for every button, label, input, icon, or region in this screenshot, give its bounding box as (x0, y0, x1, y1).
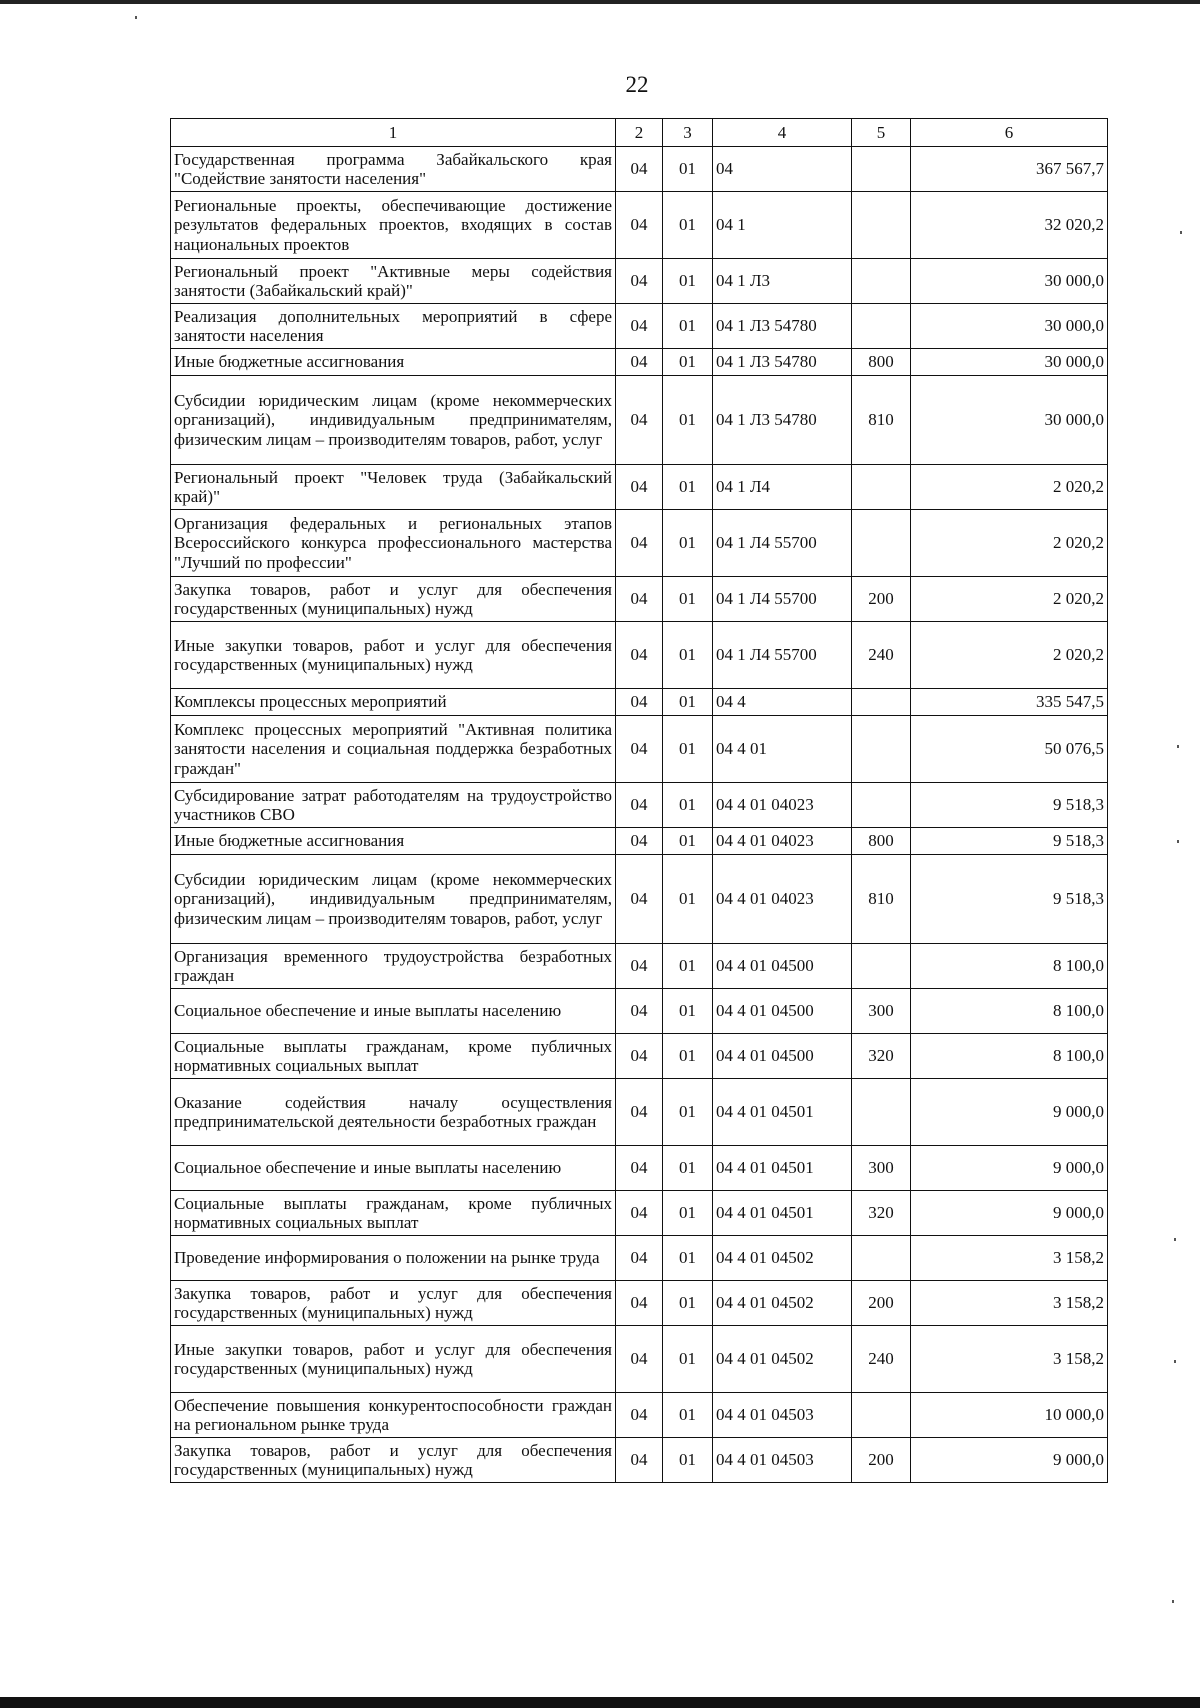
row-cell-c6: 30 000,0 (911, 304, 1108, 349)
row-cell-c3: 01 (663, 1146, 713, 1191)
row-cell-c5 (852, 944, 911, 989)
row-cell-c4: 04 4 (713, 689, 852, 716)
row-name-cell: Обеспечение повышения конкурентоспособности граждан на региональном рынке труда (171, 1393, 616, 1438)
row-cell-c6: 3 158,2 (911, 1326, 1108, 1393)
row-cell-c4: 04 4 01 04500 (713, 1034, 852, 1079)
row-name-cell: Региональные проекты, обеспечивающие достижение результатов федеральных проектов, входящих в состав национальных проектов (171, 192, 616, 259)
row-cell-c2: 04 (616, 259, 663, 304)
table-row (171, 510, 1108, 577)
scan-bottom-edge (0, 1697, 1200, 1708)
row-name-cell: Комплекс процессных мероприятий "Активная политика занятости населения и социальная поддержка безработных граждан" (171, 716, 616, 783)
row-cell-c3: 01 (663, 1281, 713, 1326)
table-row (171, 944, 1108, 989)
row-name-cell: Закупка товаров, работ и услуг для обеспечения государственных (муниципальных) нужд (171, 1438, 616, 1483)
row-cell-c2: 04 (616, 1079, 663, 1146)
row-cell-c4: 04 1 (713, 192, 852, 259)
row-cell-c3: 01 (663, 1034, 713, 1079)
row-cell-c4: 04 4 01 04503 (713, 1393, 852, 1438)
row-name-cell: Иные бюджетные ассигнования (171, 828, 616, 855)
row-cell-c5 (852, 259, 911, 304)
row-cell-c4: 04 4 01 04502 (713, 1281, 852, 1326)
row-cell-c4: 04 1 Л4 55700 (713, 510, 852, 577)
row-cell-c6: 2 020,2 (911, 577, 1108, 622)
row-name-cell: Субсидии юридическим лицам (кроме некоммерческих организаций), индивидуальным предпринимателям, физическим лицам – производителям товаров, работ, услуг (171, 855, 616, 944)
row-cell-c3: 01 (663, 1191, 713, 1236)
row-cell-c6: 2 020,2 (911, 465, 1108, 510)
row-name-cell: Иные бюджетные ассигнования (171, 349, 616, 376)
row-cell-c6: 10 000,0 (911, 1393, 1108, 1438)
row-cell-c2: 04 (616, 510, 663, 577)
row-cell-c5 (852, 465, 911, 510)
row-cell-c6: 3 158,2 (911, 1236, 1108, 1281)
row-cell-c6: 8 100,0 (911, 989, 1108, 1034)
row-cell-c5 (852, 304, 911, 349)
row-cell-c3: 01 (663, 1393, 713, 1438)
row-cell-c6: 30 000,0 (911, 259, 1108, 304)
row-cell-c4: 04 1 Л4 55700 (713, 577, 852, 622)
row-cell-c3: 01 (663, 783, 713, 828)
row-name-cell: Оказание содействия началу осуществления предпринимательской деятельности безработных граждан (171, 1079, 616, 1146)
row-cell-c6: 9 000,0 (911, 1191, 1108, 1236)
row-cell-c5: 810 (852, 855, 911, 944)
row-cell-c6: 335 547,5 (911, 689, 1108, 716)
row-cell-c4: 04 4 01 04023 (713, 855, 852, 944)
row-cell-c2: 04 (616, 622, 663, 689)
table-row (171, 1393, 1108, 1438)
table-row (171, 1281, 1108, 1326)
row-cell-c2: 04 (616, 1034, 663, 1079)
row-cell-c2: 04 (616, 1326, 663, 1393)
table-row (171, 855, 1108, 944)
table-row (171, 1326, 1108, 1393)
row-cell-c4: 04 4 01 04502 (713, 1236, 852, 1281)
row-cell-c3: 01 (663, 1236, 713, 1281)
table-row (171, 622, 1108, 689)
row-cell-c2: 04 (616, 1281, 663, 1326)
row-cell-c3: 01 (663, 716, 713, 783)
table-row (171, 304, 1108, 349)
row-cell-c3: 01 (663, 989, 713, 1034)
row-cell-c5 (852, 1236, 911, 1281)
row-name-cell: Организация федеральных и региональных этапов Всероссийского конкурса профессионального мастерства "Лучший по профессии" (171, 510, 616, 577)
row-cell-c2: 04 (616, 783, 663, 828)
row-cell-c2: 04 (616, 1438, 663, 1483)
row-cell-c2: 04 (616, 1146, 663, 1191)
row-cell-c2: 04 (616, 147, 663, 192)
row-cell-c5 (852, 192, 911, 259)
table-row (171, 1079, 1108, 1146)
row-cell-c3: 01 (663, 147, 713, 192)
row-cell-c5: 240 (852, 622, 911, 689)
row-cell-c3: 01 (663, 1438, 713, 1483)
table-row (171, 1034, 1108, 1079)
row-cell-c3: 01 (663, 577, 713, 622)
row-cell-c3: 01 (663, 349, 713, 376)
column-header: 5 (852, 119, 911, 147)
row-cell-c3: 01 (663, 259, 713, 304)
table-row (171, 577, 1108, 622)
row-cell-c3: 01 (663, 689, 713, 716)
row-cell-c5: 800 (852, 349, 911, 376)
table-row (171, 783, 1108, 828)
row-cell-c5 (852, 783, 911, 828)
row-cell-c5 (852, 689, 911, 716)
row-name-cell: Региональный проект "Человек труда (Забайкальский край)" (171, 465, 616, 510)
row-name-cell: Закупка товаров, работ и услуг для обеспечения государственных (муниципальных) нужд (171, 1281, 616, 1326)
table-row (171, 259, 1108, 304)
row-cell-c2: 04 (616, 989, 663, 1034)
row-cell-c6: 8 100,0 (911, 1034, 1108, 1079)
row-cell-c4: 04 4 01 04502 (713, 1326, 852, 1393)
row-cell-c3: 01 (663, 944, 713, 989)
row-cell-c6: 2 020,2 (911, 622, 1108, 689)
row-cell-c3: 01 (663, 828, 713, 855)
scan-top-edge (0, 0, 1200, 4)
row-cell-c5 (852, 510, 911, 577)
table-row (171, 828, 1108, 855)
row-cell-c4: 04 4 01 04023 (713, 828, 852, 855)
row-name-cell: Государственная программа Забайкальского края "Содействие занятости населения" (171, 147, 616, 192)
row-name-cell: Закупка товаров, работ и услуг для обеспечения государственных (муниципальных) нужд (171, 577, 616, 622)
row-cell-c4: 04 4 01 04500 (713, 944, 852, 989)
row-cell-c5: 320 (852, 1191, 911, 1236)
row-name-cell: Комплексы процессных мероприятий (171, 689, 616, 716)
row-cell-c2: 04 (616, 376, 663, 465)
scan-speck (1174, 1238, 1176, 1241)
table-row (171, 465, 1108, 510)
row-cell-c4: 04 1 Л4 (713, 465, 852, 510)
row-cell-c6: 2 020,2 (911, 510, 1108, 577)
column-header: 2 (616, 119, 663, 147)
row-cell-c4: 04 1 Л4 55700 (713, 622, 852, 689)
row-cell-c2: 04 (616, 828, 663, 855)
row-cell-c3: 01 (663, 376, 713, 465)
row-cell-c2: 04 (616, 1393, 663, 1438)
table-row (171, 716, 1108, 783)
row-cell-c6: 367 567,7 (911, 147, 1108, 192)
row-cell-c4: 04 1 Л3 54780 (713, 304, 852, 349)
row-cell-c4: 04 4 01 04500 (713, 989, 852, 1034)
row-cell-c6: 9 518,3 (911, 828, 1108, 855)
row-cell-c5 (852, 716, 911, 783)
row-cell-c2: 04 (616, 465, 663, 510)
row-cell-c6: 9 000,0 (911, 1146, 1108, 1191)
row-cell-c3: 01 (663, 465, 713, 510)
table-row (171, 1191, 1108, 1236)
row-cell-c5 (852, 1393, 911, 1438)
row-cell-c2: 04 (616, 855, 663, 944)
table-row (171, 147, 1108, 192)
row-cell-c3: 01 (663, 1326, 713, 1393)
row-cell-c5: 810 (852, 376, 911, 465)
row-cell-c3: 01 (663, 304, 713, 349)
row-cell-c4: 04 1 Л3 54780 (713, 376, 852, 465)
row-cell-c6: 9 000,0 (911, 1438, 1108, 1483)
row-cell-c3: 01 (663, 510, 713, 577)
table-row (171, 192, 1108, 259)
row-cell-c2: 04 (616, 716, 663, 783)
row-cell-c6: 3 158,2 (911, 1281, 1108, 1326)
row-cell-c5: 200 (852, 1281, 911, 1326)
scan-speck (1177, 840, 1179, 843)
scan-speck (135, 16, 137, 19)
row-cell-c2: 04 (616, 349, 663, 376)
table-row (171, 376, 1108, 465)
row-cell-c6: 32 020,2 (911, 192, 1108, 259)
row-cell-c5 (852, 147, 911, 192)
row-cell-c3: 01 (663, 855, 713, 944)
row-cell-c2: 04 (616, 304, 663, 349)
row-cell-c2: 04 (616, 577, 663, 622)
column-header: 3 (663, 119, 713, 147)
row-cell-c5: 300 (852, 989, 911, 1034)
row-name-cell: Региональный проект "Активные меры содействия занятости (Забайкальский край)" (171, 259, 616, 304)
row-cell-c6: 30 000,0 (911, 349, 1108, 376)
row-cell-c5: 200 (852, 1438, 911, 1483)
row-cell-c2: 04 (616, 1191, 663, 1236)
row-cell-c2: 04 (616, 944, 663, 989)
row-cell-c5: 300 (852, 1146, 911, 1191)
row-cell-c6: 9 518,3 (911, 855, 1108, 944)
row-cell-c2: 04 (616, 689, 663, 716)
row-cell-c5: 800 (852, 828, 911, 855)
budget-table (170, 118, 1108, 1483)
scan-speck (1180, 231, 1182, 234)
row-cell-c4: 04 4 01 04501 (713, 1191, 852, 1236)
column-header: 6 (911, 119, 1108, 147)
row-name-cell: Социальные выплаты гражданам, кроме публичных нормативных социальных выплат (171, 1034, 616, 1079)
row-name-cell: Иные закупки товаров, работ и услуг для обеспечения государственных (муниципальных) нужд (171, 1326, 616, 1393)
row-cell-c5: 320 (852, 1034, 911, 1079)
scan-speck (1172, 1600, 1174, 1603)
table-row (171, 1438, 1108, 1483)
row-name-cell: Социальное обеспечение и иные выплаты населению (171, 989, 616, 1034)
row-cell-c4: 04 4 01 04501 (713, 1079, 852, 1146)
row-cell-c6: 9 000,0 (911, 1079, 1108, 1146)
row-name-cell: Иные закупки товаров, работ и услуг для обеспечения государственных (муниципальных) нужд (171, 622, 616, 689)
scan-speck (1174, 1360, 1176, 1363)
row-cell-c4: 04 4 01 04503 (713, 1438, 852, 1483)
row-name-cell: Организация временного трудоустройства безработных граждан (171, 944, 616, 989)
row-cell-c6: 8 100,0 (911, 944, 1108, 989)
row-cell-c3: 01 (663, 1079, 713, 1146)
table-row (171, 1146, 1108, 1191)
row-cell-c4: 04 4 01 04023 (713, 783, 852, 828)
row-cell-c4: 04 1 Л3 (713, 259, 852, 304)
row-name-cell: Проведение информирования о положении на рынке труда (171, 1236, 616, 1281)
row-name-cell: Субсидии юридическим лицам (кроме некоммерческих организаций), индивидуальным предпринимателям, физическим лицам – производителям товаров, работ, услуг (171, 376, 616, 465)
row-cell-c5: 200 (852, 577, 911, 622)
row-cell-c6: 50 076,5 (911, 716, 1108, 783)
table-row (171, 989, 1108, 1034)
table-row (171, 689, 1108, 716)
page-number: 22 (625, 72, 649, 97)
table-row (171, 349, 1108, 376)
row-name-cell: Социальные выплаты гражданам, кроме публичных нормативных социальных выплат (171, 1191, 616, 1236)
row-name-cell: Социальное обеспечение и иные выплаты населению (171, 1146, 616, 1191)
table-body (171, 119, 1108, 1483)
column-header: 1 (171, 119, 616, 147)
row-cell-c2: 04 (616, 1236, 663, 1281)
table-row (171, 1236, 1108, 1281)
row-cell-c5 (852, 1079, 911, 1146)
row-cell-c4: 04 4 01 04501 (713, 1146, 852, 1191)
column-header: 4 (713, 119, 852, 147)
row-name-cell: Субсидирование затрат работодателям на трудоустройство участников СВО (171, 783, 616, 828)
row-cell-c4: 04 (713, 147, 852, 192)
scan-speck (1177, 745, 1179, 748)
row-cell-c3: 01 (663, 622, 713, 689)
row-cell-c4: 04 1 Л3 54780 (713, 349, 852, 376)
row-cell-c3: 01 (663, 192, 713, 259)
row-cell-c2: 04 (616, 192, 663, 259)
row-cell-c4: 04 4 01 (713, 716, 852, 783)
table-header-row (171, 119, 1108, 147)
row-cell-c6: 30 000,0 (911, 376, 1108, 465)
row-cell-c5: 240 (852, 1326, 911, 1393)
row-name-cell: Реализация дополнительных мероприятий в сфере занятости населения (171, 304, 616, 349)
row-cell-c6: 9 518,3 (911, 783, 1108, 828)
